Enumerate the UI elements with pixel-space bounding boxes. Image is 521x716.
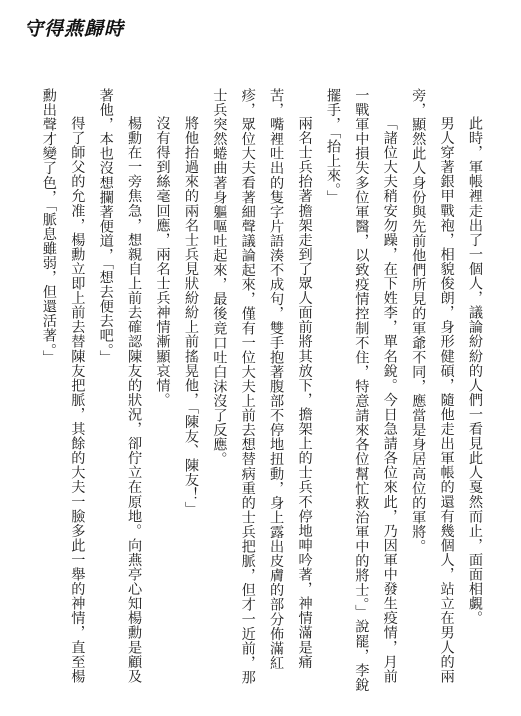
paragraph: 男人穿著銀甲戰袍，相貌俊朗，身形健碩，隨他走出軍帳的還有幾個人，站立在男人的兩旁，顯然此人身份與先前他們所見的軍爺不同，應當是身居高位的軍將。 [410,88,455,684]
paragraph: 兩名士兵抬著擔架走到了眾人面前將其放下，擔架上的士兵不停地呻吟著，神情滿是痛苦，嘴裡吐出的隻字片語湊不成句，雙手抱著腹部不停地扭動，身上露出皮膚的部分佈滿紅疹，眾位大夫看著細聲議論起來，僅有一位大夫上前去想替病重的士兵把脈，但才一近前，那士兵突然蜷曲著身軀嘔吐起來，最後竟口吐白沫沒了反應。 [211,88,313,685]
book-title: 守得燕歸時 [24,18,125,40]
vertical-body-text [35,88,490,693]
paragraph: 楊勳在一旁焦急，想親自上前去確認陳友的狀況，卻佇立在原地。向燕亭心知楊勳是顧及著他，本也沒想攔著便道，「想去便去吧。」 [97,88,143,684]
paragraph: 得了師父的允准，楊勳立即上前去替陳友把脈，其餘的大夫一臉多此一舉的神情，直至楊勳出聲才變了色，「脈息雖弱，但還活著。」 [40,88,86,684]
paragraph: 此時，軍帳裡走出了一個人，議論紛紛的人們一看見此人戛然而止，面面相覷。 [467,116,483,626]
paragraph: 「諸位大夫稍安勿躁，在下姓李，單名銳。今日急請各位來此，乃因軍中發生疫情，月前一戰軍中損失多位軍醫，以致疫情控制不住，特意請來各位幫忙救治軍中的將士。」說罷，李銳擺手，「抬上來。」 [324,88,398,692]
paragraph: 沒有得到絲毫回應，兩名士兵神情漸顯哀情。 [154,116,171,408]
paragraph: 將他抬過來的兩名士兵見狀紛紛上前搖晃他，「陳友、陳友！」 [182,116,199,517]
